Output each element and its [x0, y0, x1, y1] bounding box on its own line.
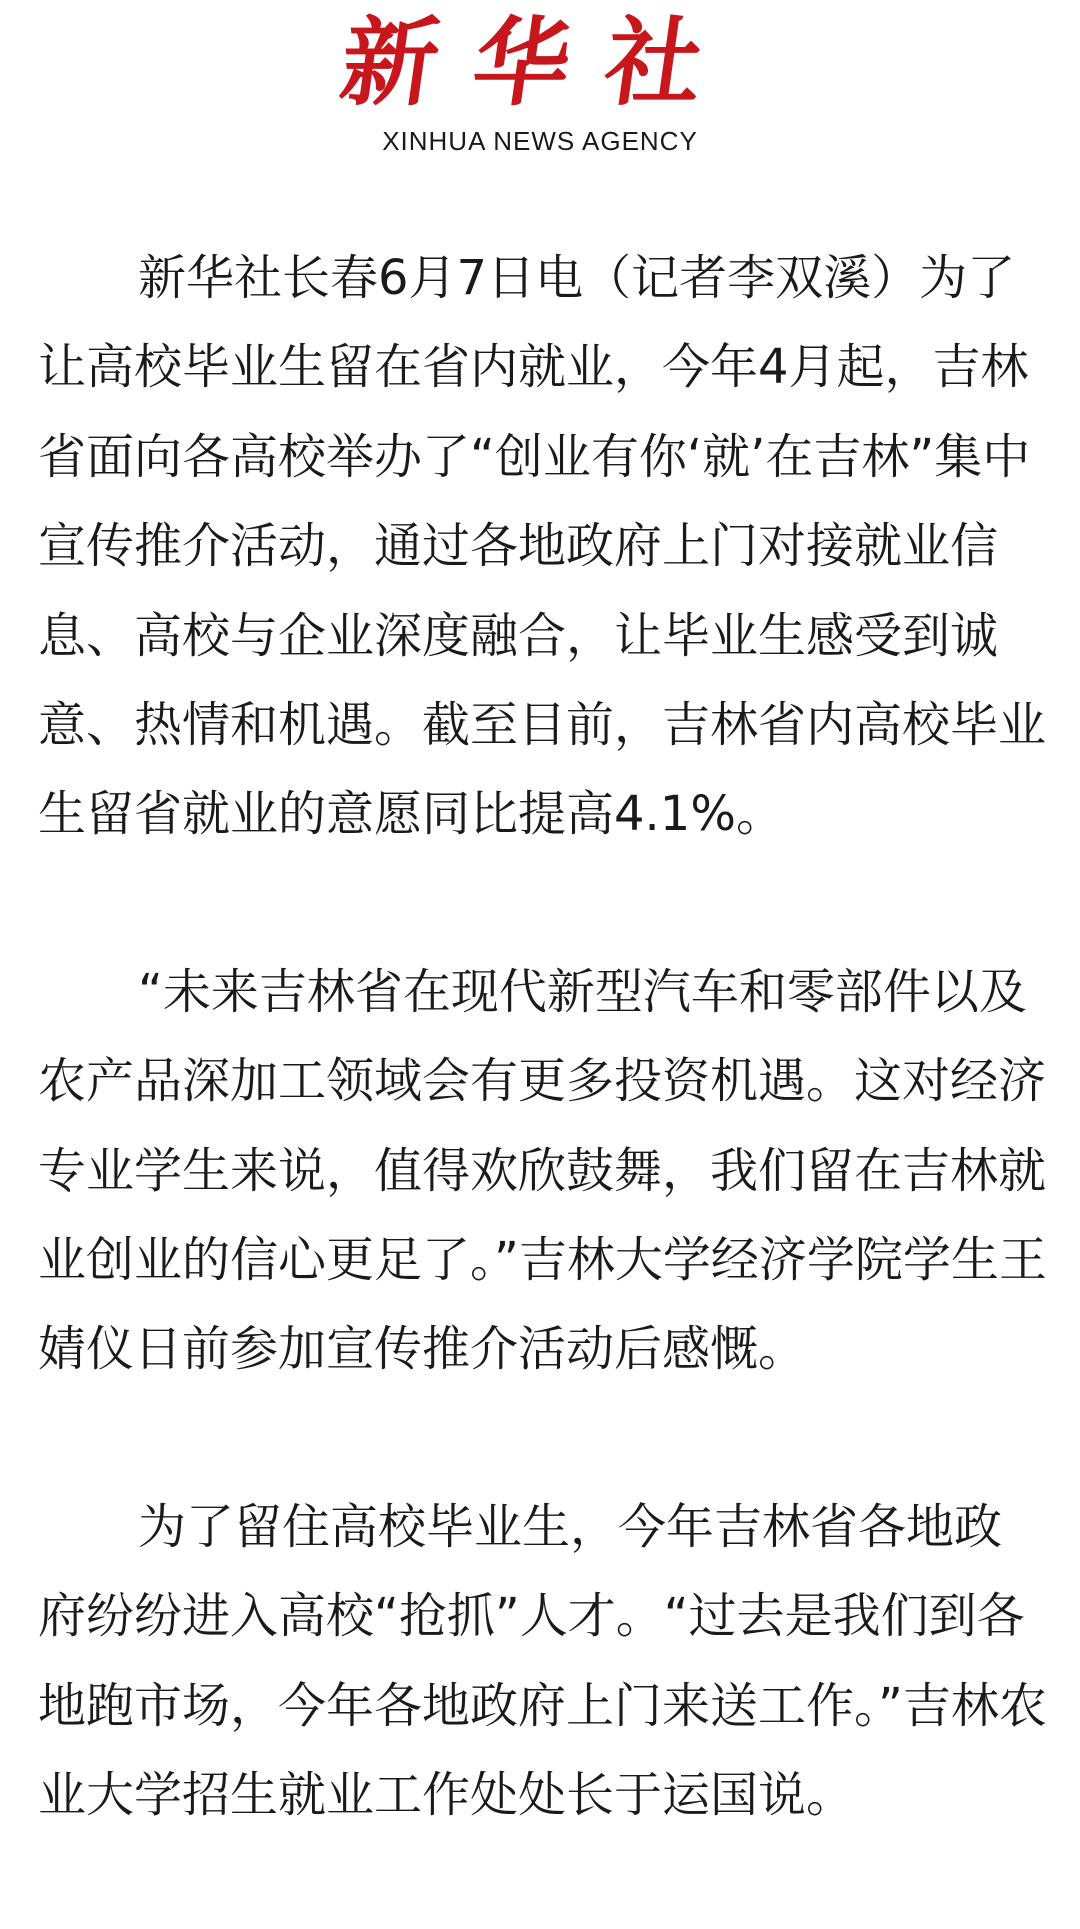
- xinhua-logo-english: XINHUA NEWS AGENCY: [382, 126, 698, 156]
- article-paragraph-3: 为了留住高校毕业生，今年吉林省各地政府纷纷进入高校“抢抓”人才。“过去是我们到各地跑市场，今年各地政府上门来送工作。”吉林农业大学招生就业工作处处长于运国说。: [38, 1498, 1047, 1824]
- masthead: [0, 0, 1080, 170]
- article-body: [38, 234, 1048, 1929]
- article-paragraph-2: “未来吉林省在现代新型汽车和零部件以及农产品深加工领域会有更多投资机遇。这对经济专业学生来说，值得欢欣鼓舞，我们留在吉林就业创业的信心更足了。”吉林大学经济学院学生王婧仪日前参加宣传推介活动后感慨。: [38, 963, 1047, 1378]
- article-paragraph-1: 新华社长春6月7日电（记者李双溪）为了让高校毕业生留在省内就业，今年4月起，吉林省面向各高校举办了“创业有你‘就’在吉林”集中宣传推介活动，通过各地政府上门对接就业信息、高校与企业深度融合，让毕业生感受到诚意、热情和机遇。截至目前，吉林省内高校毕业生留省就业的意愿同比提高4.1%。: [38, 250, 1047, 843]
- xinhua-logo-chinese: 新华社: [334, 6, 747, 119]
